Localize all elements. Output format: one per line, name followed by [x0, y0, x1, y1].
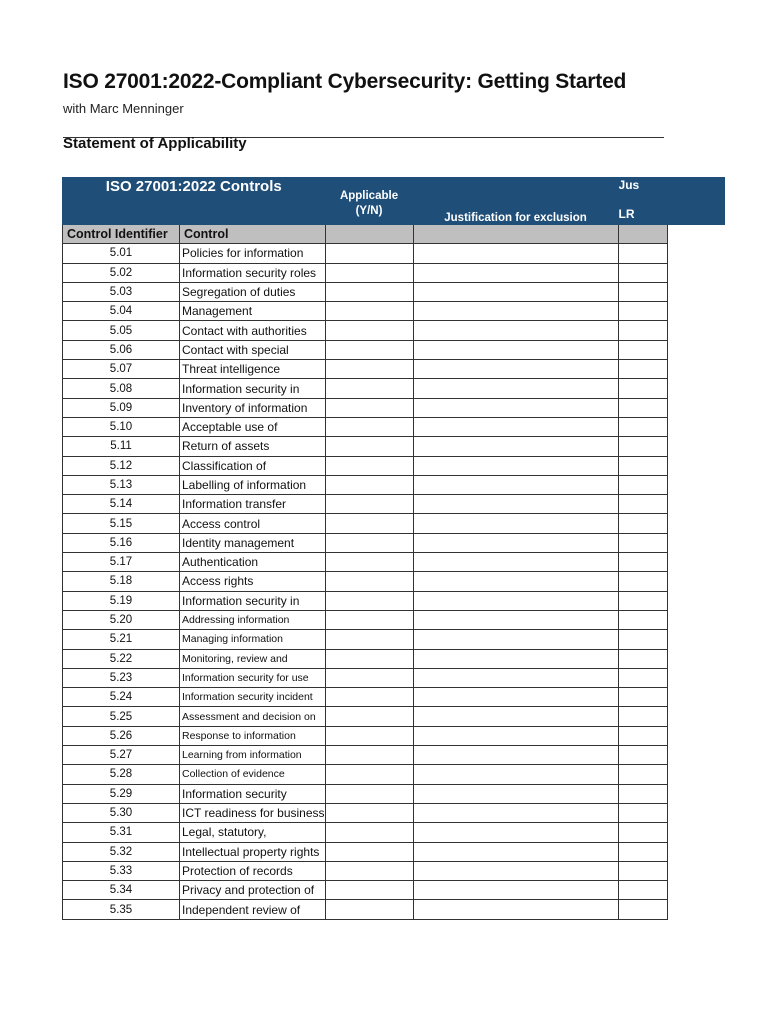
lr-cell[interactable]: [618, 398, 667, 417]
overflow-cell: [667, 263, 724, 282]
overflow-cell: [667, 649, 724, 668]
lr-cell[interactable]: [618, 456, 667, 475]
control-identifier-cell: 5.30: [63, 803, 180, 822]
applicable-cell[interactable]: [325, 263, 413, 282]
lr-cell[interactable]: [618, 282, 667, 301]
control-identifier-cell: 5.15: [63, 514, 180, 533]
overflow-cell: [667, 514, 724, 533]
overflow-cell: [667, 244, 724, 263]
justification-cell[interactable]: [413, 707, 618, 726]
control-name-cell: Collection of evidence: [180, 765, 326, 784]
control-name-cell: Policies for information: [180, 244, 326, 263]
control-identifier-cell: 5.20: [63, 610, 180, 629]
justification-cell[interactable]: [413, 630, 618, 649]
overflow-cell: [667, 379, 724, 398]
overflow-cell: [667, 900, 724, 919]
overflow-cell: [667, 360, 724, 379]
table-row: [63, 688, 725, 707]
applicable-cell[interactable]: [325, 398, 413, 417]
control-name-cell: Intellectual property rights: [180, 842, 326, 861]
applicable-cell[interactable]: [325, 591, 413, 610]
table-row: [63, 572, 725, 591]
table-row: [63, 553, 725, 572]
applicable-cell[interactable]: [325, 456, 413, 475]
overflow-cell: [667, 668, 724, 687]
lr-cell[interactable]: [618, 881, 667, 900]
justification-cell[interactable]: [413, 803, 618, 822]
justification-subheader: [413, 225, 618, 244]
justification-cell[interactable]: [413, 244, 618, 263]
control-name-cell: Contact with authorities: [180, 321, 326, 340]
overflow-cell: [667, 398, 724, 417]
control-identifier-cell: 5.01: [63, 244, 180, 263]
justification-cell[interactable]: [413, 668, 618, 687]
lr-cell[interactable]: [618, 379, 667, 398]
lr-header: LR: [618, 203, 667, 225]
control-name-cell: Classification of: [180, 456, 326, 475]
justification-cell[interactable]: [413, 379, 618, 398]
overflow-cell: [667, 340, 724, 359]
control-name-cell: Inventory of information: [180, 398, 326, 417]
control-identifier-cell: 5.33: [63, 861, 180, 880]
control-identifier-cell: 5.24: [63, 688, 180, 707]
control-identifier-cell: 5.07: [63, 360, 180, 379]
overflow-cell: [667, 861, 724, 880]
applicable-cell[interactable]: [325, 321, 413, 340]
control-identifier-cell: 5.31: [63, 823, 180, 842]
applicable-cell[interactable]: [325, 630, 413, 649]
applicable-cell[interactable]: [325, 475, 413, 494]
control-name-cell: Protection of records: [180, 861, 326, 880]
control-identifier-cell: 5.25: [63, 707, 180, 726]
applicable-cell[interactable]: [325, 340, 413, 359]
overflow-cell: [667, 321, 724, 340]
control-name-cell: Access rights: [180, 572, 326, 591]
applicable-cell[interactable]: [325, 707, 413, 726]
table-row: [63, 765, 725, 784]
control-identifier-cell: 5.04: [63, 302, 180, 321]
justification-cell[interactable]: [413, 784, 618, 803]
control-identifier-cell: 5.35: [63, 900, 180, 919]
control-identifier-cell: 5.23: [63, 668, 180, 687]
applicable-cell[interactable]: [325, 514, 413, 533]
control-identifier-cell: 5.14: [63, 495, 180, 514]
control-name-cell: Information security in: [180, 379, 326, 398]
table-row: [63, 475, 725, 494]
lr-cell[interactable]: [618, 746, 667, 765]
applicable-cell[interactable]: [325, 437, 413, 456]
table-row: [63, 321, 725, 340]
control-name-cell: Addressing information: [180, 610, 326, 629]
lr-cell[interactable]: [618, 475, 667, 494]
applicable-cell[interactable]: [325, 495, 413, 514]
lr-cell[interactable]: [618, 900, 667, 919]
applicable-subheader: [325, 225, 413, 244]
justification-overflow-header: Jus: [618, 178, 724, 203]
table-row: [63, 495, 725, 514]
table-row: [63, 649, 725, 668]
applicable-cell[interactable]: [325, 688, 413, 707]
applicable-cell[interactable]: [325, 746, 413, 765]
overflow-cell: [667, 803, 724, 822]
control-identifier-cell: 5.03: [63, 282, 180, 301]
applicable-header: [325, 178, 413, 225]
blue-header-extension: [667, 203, 724, 225]
table-row: [63, 417, 725, 436]
control-identifier-cell: 5.29: [63, 784, 180, 803]
overflow-cell: [667, 765, 724, 784]
lr-cell[interactable]: [618, 244, 667, 263]
justification-cell[interactable]: [413, 572, 618, 591]
control-name-cell: Monitoring, review and: [180, 649, 326, 668]
control-identifier-cell: 5.08: [63, 379, 180, 398]
table-row: [63, 803, 725, 822]
control-name-cell: Authentication: [180, 553, 326, 572]
control-name-cell: Privacy and protection of: [180, 881, 326, 900]
lr-cell[interactable]: [618, 784, 667, 803]
overflow-cell: [667, 282, 724, 301]
justification-cell[interactable]: [413, 765, 618, 784]
lr-subheader: [618, 225, 667, 244]
justification-cell[interactable]: [413, 417, 618, 436]
overflow-cell: [667, 533, 724, 552]
control-identifier-cell: 5.32: [63, 842, 180, 861]
overflow-cell: [667, 726, 724, 745]
table-row: [63, 726, 725, 745]
lr-cell[interactable]: [618, 495, 667, 514]
justification-cell[interactable]: [413, 900, 618, 919]
lr-cell[interactable]: [618, 861, 667, 880]
lr-cell[interactable]: [618, 707, 667, 726]
lr-cell[interactable]: [618, 340, 667, 359]
applicable-cell[interactable]: [325, 842, 413, 861]
justification-cell[interactable]: [413, 861, 618, 880]
justification-cell[interactable]: [413, 842, 618, 861]
overflow-cell: [667, 784, 724, 803]
controls-table-body: [63, 244, 725, 919]
lr-cell[interactable]: [618, 321, 667, 340]
justification-cell[interactable]: [413, 610, 618, 629]
control-name-cell: Information security incident: [180, 688, 326, 707]
control-identifier-cell: 5.16: [63, 533, 180, 552]
control-header: Control: [180, 225, 326, 244]
table-row: [63, 591, 725, 610]
control-identifier-cell: 5.18: [63, 572, 180, 591]
control-name-cell: Information security roles: [180, 263, 326, 282]
table-row: [63, 360, 725, 379]
control-identifier-cell: 5.05: [63, 321, 180, 340]
overflow-cell: [667, 417, 724, 436]
iso-controls-group-header: ISO 27001:2022 Controls: [63, 178, 326, 225]
table-row: [63, 861, 725, 880]
table-row: [63, 282, 725, 301]
control-name-cell: Information security in: [180, 591, 326, 610]
lr-cell[interactable]: [618, 360, 667, 379]
applicable-cell[interactable]: [325, 900, 413, 919]
lr-cell[interactable]: [618, 668, 667, 687]
control-name-cell: ICT readiness for business: [180, 803, 326, 822]
control-identifier-cell: 5.22: [63, 649, 180, 668]
control-identifier-cell: 5.10: [63, 417, 180, 436]
overflow-cell: [667, 707, 724, 726]
justification-cell[interactable]: [413, 282, 618, 301]
control-identifier-cell: 5.17: [63, 553, 180, 572]
control-identifier-cell: 5.34: [63, 881, 180, 900]
lr-cell[interactable]: [618, 765, 667, 784]
overflow-cell: [667, 302, 724, 321]
lr-cell[interactable]: [618, 803, 667, 822]
applicable-cell[interactable]: [325, 803, 413, 822]
table-row: [63, 707, 725, 726]
justification-header: Justification for exclusion: [413, 178, 618, 225]
applicable-cell[interactable]: [325, 282, 413, 301]
lr-cell[interactable]: [618, 591, 667, 610]
table-row: [63, 437, 725, 456]
page-title: ISO 27001:2022-Compliant Cybersecurity: Getting Started: [63, 70, 627, 93]
lr-cell[interactable]: [618, 688, 667, 707]
table-row: [63, 784, 725, 803]
page-subtitle: with Marc Menninger: [63, 101, 184, 116]
control-name-cell: Information security for use: [180, 668, 326, 687]
justification-cell[interactable]: [413, 456, 618, 475]
lr-cell[interactable]: [618, 533, 667, 552]
applicable-cell[interactable]: [325, 765, 413, 784]
control-name-cell: Identity management: [180, 533, 326, 552]
table-row: [63, 340, 725, 359]
applicable-cell[interactable]: [325, 533, 413, 552]
control-name-cell: Managing information: [180, 630, 326, 649]
applicable-cell[interactable]: [325, 784, 413, 803]
applicable-cell[interactable]: [325, 417, 413, 436]
applicable-cell[interactable]: [325, 881, 413, 900]
table-row: [63, 610, 725, 629]
justification-cell[interactable]: [413, 553, 618, 572]
justification-cell[interactable]: [413, 302, 618, 321]
justification-cell[interactable]: [413, 649, 618, 668]
overflow-cell: [667, 842, 724, 861]
lr-cell[interactable]: [618, 842, 667, 861]
justification-cell[interactable]: [413, 360, 618, 379]
table-row: [63, 746, 725, 765]
table-row: [63, 244, 725, 263]
justification-cell[interactable]: [413, 591, 618, 610]
justification-cell[interactable]: [413, 726, 618, 745]
lr-cell[interactable]: [618, 302, 667, 321]
control-name-cell: Contact with special: [180, 340, 326, 359]
table-row: [63, 533, 725, 552]
overflow-cell: [667, 475, 724, 494]
control-name-cell: Access control: [180, 514, 326, 533]
overflow-cell: [667, 437, 724, 456]
justification-cell[interactable]: [413, 398, 618, 417]
justification-cell[interactable]: [413, 514, 618, 533]
control-identifier-cell: 5.11: [63, 437, 180, 456]
control-identifier-cell: 5.28: [63, 765, 180, 784]
applicable-cell[interactable]: [325, 572, 413, 591]
control-name-cell: Return of assets: [180, 437, 326, 456]
table-row: [63, 668, 725, 687]
applicable-cell[interactable]: [325, 726, 413, 745]
justification-cell[interactable]: [413, 746, 618, 765]
lr-cell[interactable]: [618, 823, 667, 842]
overflow-cell: [667, 456, 724, 475]
applicable-cell[interactable]: [325, 553, 413, 572]
overflow-cell: [667, 495, 724, 514]
control-identifier-cell: 5.06: [63, 340, 180, 359]
table-row: [63, 842, 725, 861]
lr-cell[interactable]: [618, 649, 667, 668]
table-row: [63, 263, 725, 282]
control-identifier-cell: 5.26: [63, 726, 180, 745]
applicable-cell[interactable]: [325, 861, 413, 880]
overflow-cell: [667, 881, 724, 900]
control-name-cell: Legal, statutory,: [180, 823, 326, 842]
overflow-cell: [667, 823, 724, 842]
lr-cell[interactable]: [618, 437, 667, 456]
overflow-column: [667, 225, 724, 244]
control-name-cell: Assessment and decision on: [180, 707, 326, 726]
control-identifier-cell: 5.27: [63, 746, 180, 765]
justification-cell[interactable]: [413, 321, 618, 340]
statement-of-applicability-table: [62, 177, 725, 920]
overflow-cell: [667, 572, 724, 591]
control-name-cell: Segregation of duties: [180, 282, 326, 301]
applicable-cell[interactable]: [325, 360, 413, 379]
overflow-cell: [667, 630, 724, 649]
table-row: [63, 823, 725, 842]
control-name-cell: Acceptable use of: [180, 417, 326, 436]
control-name-cell: Threat intelligence: [180, 360, 326, 379]
control-name-cell: Management: [180, 302, 326, 321]
overflow-cell: [667, 688, 724, 707]
control-identifier-cell: 5.19: [63, 591, 180, 610]
justification-cell[interactable]: [413, 533, 618, 552]
lr-cell[interactable]: [618, 553, 667, 572]
lr-cell[interactable]: [618, 263, 667, 282]
section-title: Statement of Applicability: [63, 135, 247, 152]
control-identifier-header: Control Identifier: [63, 225, 180, 244]
lr-cell[interactable]: [618, 514, 667, 533]
applicable-cell[interactable]: [325, 823, 413, 842]
control-identifier-cell: 5.21: [63, 630, 180, 649]
control-identifier-cell: 5.09: [63, 398, 180, 417]
applicable-cell[interactable]: [325, 302, 413, 321]
overflow-cell: [667, 746, 724, 765]
justification-cell[interactable]: [413, 263, 618, 282]
table-row: [63, 900, 725, 919]
lr-cell[interactable]: [618, 726, 667, 745]
control-name-cell: Information security: [180, 784, 326, 803]
lr-cell[interactable]: [618, 610, 667, 629]
applicable-cell[interactable]: [325, 244, 413, 263]
table-row: [63, 302, 725, 321]
overflow-cell: [667, 610, 724, 629]
table-row: [63, 514, 725, 533]
justification-cell[interactable]: [413, 881, 618, 900]
table-row: [63, 881, 725, 900]
table-row: [63, 630, 725, 649]
justification-cell[interactable]: [413, 688, 618, 707]
lr-cell[interactable]: [618, 630, 667, 649]
applicable-cell[interactable]: [325, 668, 413, 687]
applicable-header-label: Applicable (Y/N): [339, 190, 399, 217]
justification-cell[interactable]: [413, 823, 618, 842]
justification-cell[interactable]: [413, 437, 618, 456]
control-name-cell: Response to information: [180, 726, 326, 745]
control-name-cell: Information transfer: [180, 495, 326, 514]
control-identifier-cell: 5.02: [63, 263, 180, 282]
applicable-cell[interactable]: [325, 610, 413, 629]
lr-cell[interactable]: [618, 572, 667, 591]
control-name-cell: Independent review of: [180, 900, 326, 919]
table-row: [63, 456, 725, 475]
applicable-cell[interactable]: [325, 379, 413, 398]
table-row: [63, 398, 725, 417]
overflow-cell: [667, 591, 724, 610]
control-name-cell: Labelling of information: [180, 475, 326, 494]
control-identifier-cell: 5.12: [63, 456, 180, 475]
justification-cell[interactable]: [413, 495, 618, 514]
applicable-cell[interactable]: [325, 649, 413, 668]
lr-cell[interactable]: [618, 417, 667, 436]
control-name-cell: Learning from information: [180, 746, 326, 765]
control-identifier-cell: 5.13: [63, 475, 180, 494]
overflow-cell: [667, 553, 724, 572]
table-row: [63, 379, 725, 398]
justification-cell[interactable]: [413, 475, 618, 494]
justification-cell[interactable]: [413, 340, 618, 359]
